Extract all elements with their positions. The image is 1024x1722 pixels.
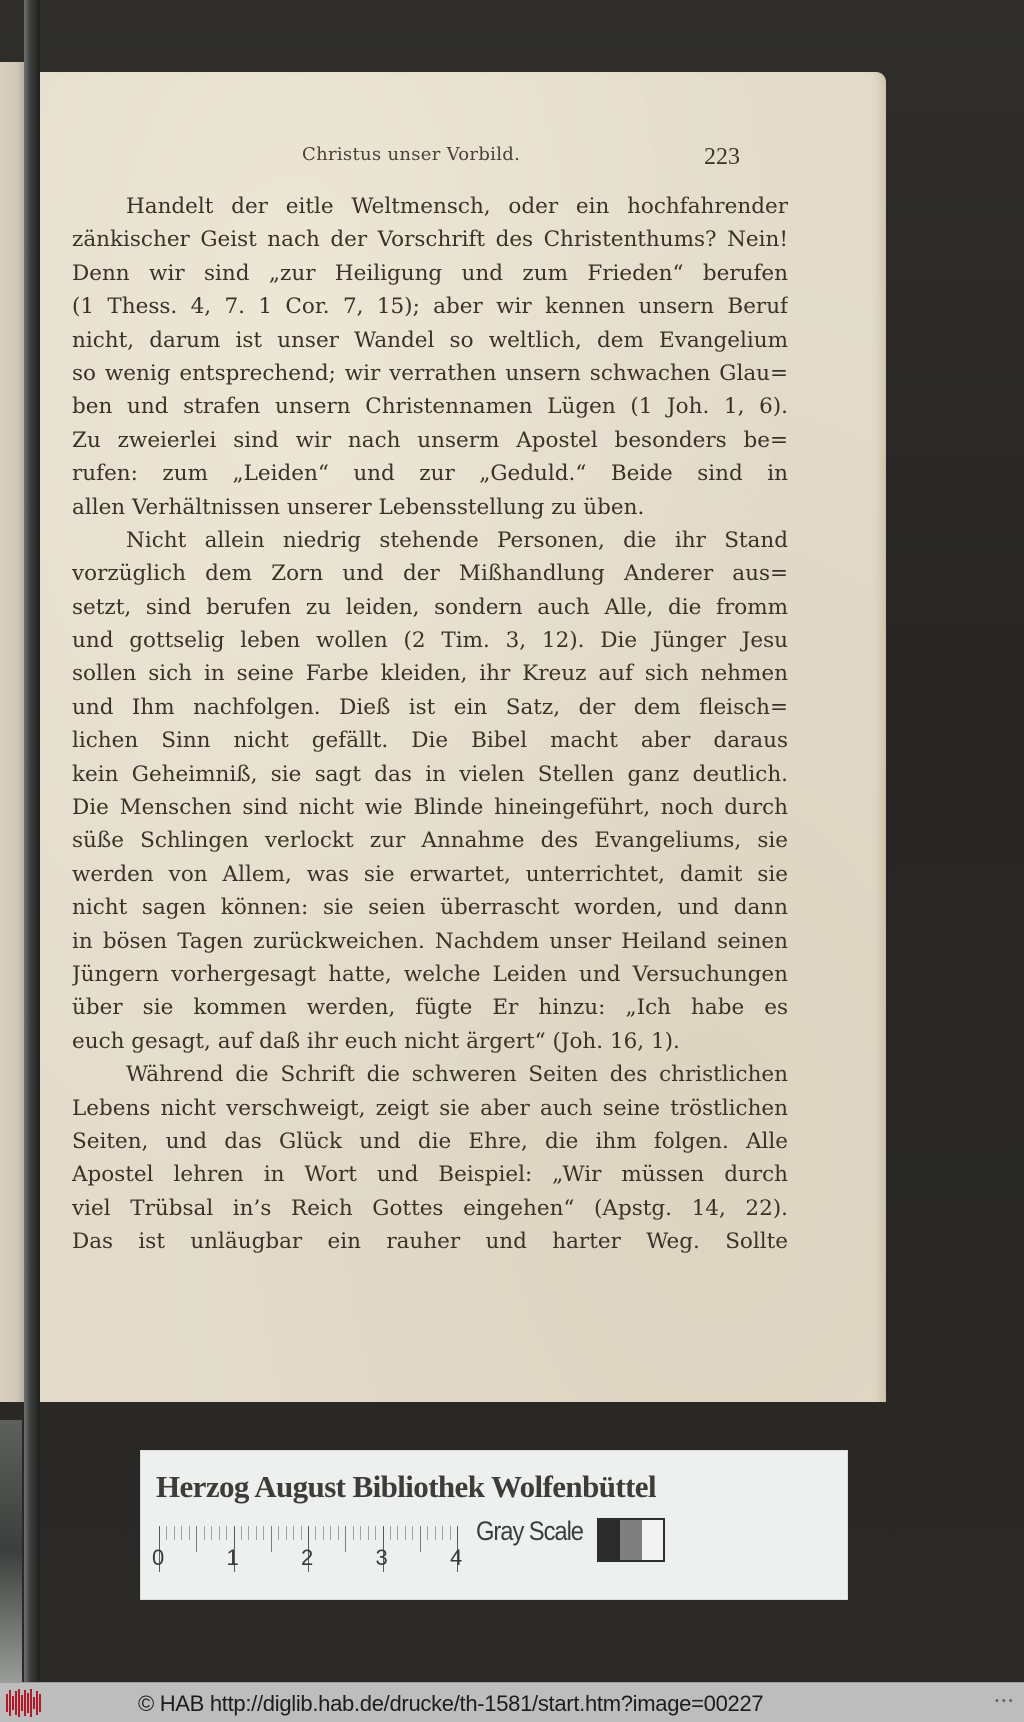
text-line: Handelt der eitle Weltmensch, oder ein hochfahrender	[126, 194, 788, 219]
logo-bar	[18, 1689, 20, 1717]
logo-bar	[21, 1695, 23, 1711]
ruler-tick	[405, 1526, 406, 1540]
ruler-tick	[278, 1526, 279, 1540]
text-line: Während die Schrift die schweren Seiten des christlichen	[126, 1062, 788, 1088]
logo-bar	[27, 1693, 29, 1713]
running-title: Christus unser Vorbild.	[302, 144, 521, 165]
text-line: Die Menschen sind nicht wie Blinde hineingeführt, noch durch	[72, 795, 788, 821]
library-label-card	[140, 1450, 848, 1600]
ruler-tick	[330, 1526, 331, 1540]
ruler-tick	[420, 1526, 421, 1552]
ruler-tick	[204, 1526, 205, 1540]
logo-bar	[30, 1689, 32, 1717]
more-options-icon[interactable]: •••	[994, 1696, 1015, 1707]
text-line: und gottselig leben wollen (2 Tim. 3, 12). Die Jünger Jesu	[72, 628, 788, 654]
ruler-tick	[211, 1526, 212, 1540]
book-binding-edge	[24, 0, 40, 1682]
text-line: süße Schlingen verlockt zur Annahme des Evangeliums, sie	[72, 828, 788, 854]
ruler-tick	[315, 1526, 316, 1540]
ruler-tick	[368, 1526, 369, 1540]
text-line: Apostel lehren in Wort und Beispiel: „Wir müssen durch	[72, 1162, 788, 1188]
gray-scale-label: Gray Scale	[476, 1516, 583, 1546]
adjacent-page-edge	[0, 62, 24, 1402]
text-line: Jüngern vorhergesagt hatte, welche Leiden und Versuchungen	[72, 961, 788, 987]
hab-logo-icon[interactable]	[6, 1689, 46, 1717]
ruler-number: 3	[375, 1545, 388, 1570]
text-line: Zu zweierlei sind wir nach unserm Apostel besonders be=	[72, 427, 788, 453]
text-line: nicht sagen können: sie seien überrascht worden, und dann	[72, 895, 788, 921]
ruler-tick	[397, 1526, 398, 1540]
ruler-tick	[427, 1526, 428, 1540]
text-line: Lebens nicht verschweigt, zeigt sie aber auch seine tröstlichen	[72, 1095, 788, 1121]
ruler-tick	[435, 1526, 436, 1540]
text-line: in bösen Tagen zurückweichen. Nachdem unser Heiland seinen	[72, 928, 788, 954]
ruler-tick	[196, 1526, 197, 1552]
ruler-tick	[338, 1526, 339, 1540]
text-line: Das ist unläugbar ein rauher und harter Weg. Sollte	[72, 1229, 788, 1255]
ruler-number: 1	[226, 1545, 239, 1570]
ruler-tick	[390, 1526, 391, 1540]
text-line: kein Geheimniß, sie sagt das in vielen Stellen ganz deutlich.	[72, 761, 788, 787]
ruler-tick	[360, 1526, 361, 1540]
ruler-tick	[226, 1526, 227, 1540]
ruler-tick	[241, 1526, 242, 1540]
ruler-tick	[323, 1526, 324, 1540]
page-number: 223	[704, 144, 740, 170]
viewer-bottom-bar	[0, 1682, 1024, 1722]
ruler-tick	[263, 1526, 264, 1540]
ruler-number: 4	[450, 1545, 463, 1570]
page-body-text	[72, 190, 788, 1259]
ruler-tick	[293, 1526, 294, 1540]
logo-bar	[6, 1694, 8, 1712]
logo-bar	[12, 1696, 14, 1710]
ruler-tick	[450, 1526, 451, 1540]
logo-bar	[15, 1691, 17, 1715]
ruler-tick	[248, 1526, 249, 1540]
ruler-tick	[345, 1526, 346, 1552]
text-line: rufen: zum „Leiden“ und zur „Geduld.“ Beide sind in	[72, 461, 788, 487]
text-line: viel Trübsal in’s Reich Gottes eingehen“ (Apstg. 14, 22).	[72, 1195, 788, 1221]
ruler-tick	[189, 1526, 190, 1540]
text-line: so wenig entsprechend; wir verrathen unsern schwachen Glau=	[72, 360, 788, 386]
ruler-tick	[181, 1526, 182, 1540]
text-line: nicht, darum ist unser Wandel so weltlich, dem Evangelium	[72, 327, 788, 353]
text-line: allen Verhältnissen unserer Lebensstellung zu üben.	[72, 494, 645, 520]
text-line: lichen Sinn nicht gefällt. Die Bibel macht aber daraus	[72, 728, 788, 754]
source-link[interactable]: © HAB http://diglib.hab.de/drucke/th-1581/start.htm?image=00227	[138, 1691, 764, 1716]
gray-swatch	[620, 1520, 641, 1560]
text-line: werden von Allem, was sie erwartet, unterrichtet, damit sie	[72, 861, 788, 887]
ruler-tick	[256, 1526, 257, 1540]
gray-swatch	[599, 1520, 620, 1560]
ruler-tick	[271, 1526, 272, 1552]
ruler-tick	[219, 1526, 220, 1540]
ruler-tick	[174, 1526, 175, 1540]
glass-plate-edge	[0, 1420, 22, 1682]
ruler-tick	[442, 1526, 443, 1540]
text-line: über sie kommen werden, fügte Er hinzu: „Ich habe es	[72, 995, 788, 1021]
text-line: sollen sich in seine Farbe kleiden, ihr Kreuz auf sich nehmen	[72, 661, 788, 687]
text-line: zänkischer Geist nach der Vorschrift des Christenthums? Nein!	[72, 227, 788, 253]
text-line: Nicht allein niedrig stehende Personen, die ihr Stand	[126, 527, 788, 553]
text-line: euch gesagt, auf daß ihr euch nicht ärgert“ (Joh. 16, 1).	[72, 1028, 680, 1054]
ruler-tick	[286, 1526, 287, 1540]
ruler-number: 2	[301, 1545, 314, 1570]
text-line: und Ihm nachfolgen. Dieß ist ein Satz, der dem fleisch=	[72, 694, 788, 720]
gray-scale-swatches	[597, 1518, 665, 1562]
ruler-tick	[412, 1526, 413, 1540]
text-line: Denn wir sind „zur Heiligung und zum Frieden“ berufen	[72, 260, 788, 286]
text-line: ben und strafen unsern Christennamen Lügen (1 Joh. 1, 6).	[72, 394, 788, 420]
ruler-tick	[301, 1526, 302, 1540]
library-name: Herzog August Bibliothek Wolfenbüttel	[156, 1469, 656, 1504]
logo-bar	[9, 1690, 11, 1716]
logo-bar	[36, 1691, 38, 1715]
ruler-number: 0	[152, 1545, 165, 1570]
logo-bar	[39, 1694, 41, 1712]
logo-bar	[24, 1690, 26, 1716]
text-line: setzt, sind berufen zu leiden, sondern auch Alle, die fromm	[72, 594, 788, 620]
ruler-tick	[353, 1526, 354, 1540]
text-line: Seiten, und das Glück und die Ehre, die ihm folgen. Alle	[72, 1128, 788, 1154]
book-page	[40, 72, 886, 1402]
text-line: (1 Thess. 4, 7. 1 Cor. 7, 15); aber wir kennen unsern Beruf	[72, 294, 788, 320]
ruler-tick	[166, 1526, 167, 1540]
ruler-tick	[375, 1526, 376, 1540]
text-line: vorzüglich dem Zorn und der Mißhandlung Anderer aus=	[72, 561, 788, 587]
gray-swatch	[642, 1520, 663, 1560]
logo-bar	[33, 1697, 35, 1709]
